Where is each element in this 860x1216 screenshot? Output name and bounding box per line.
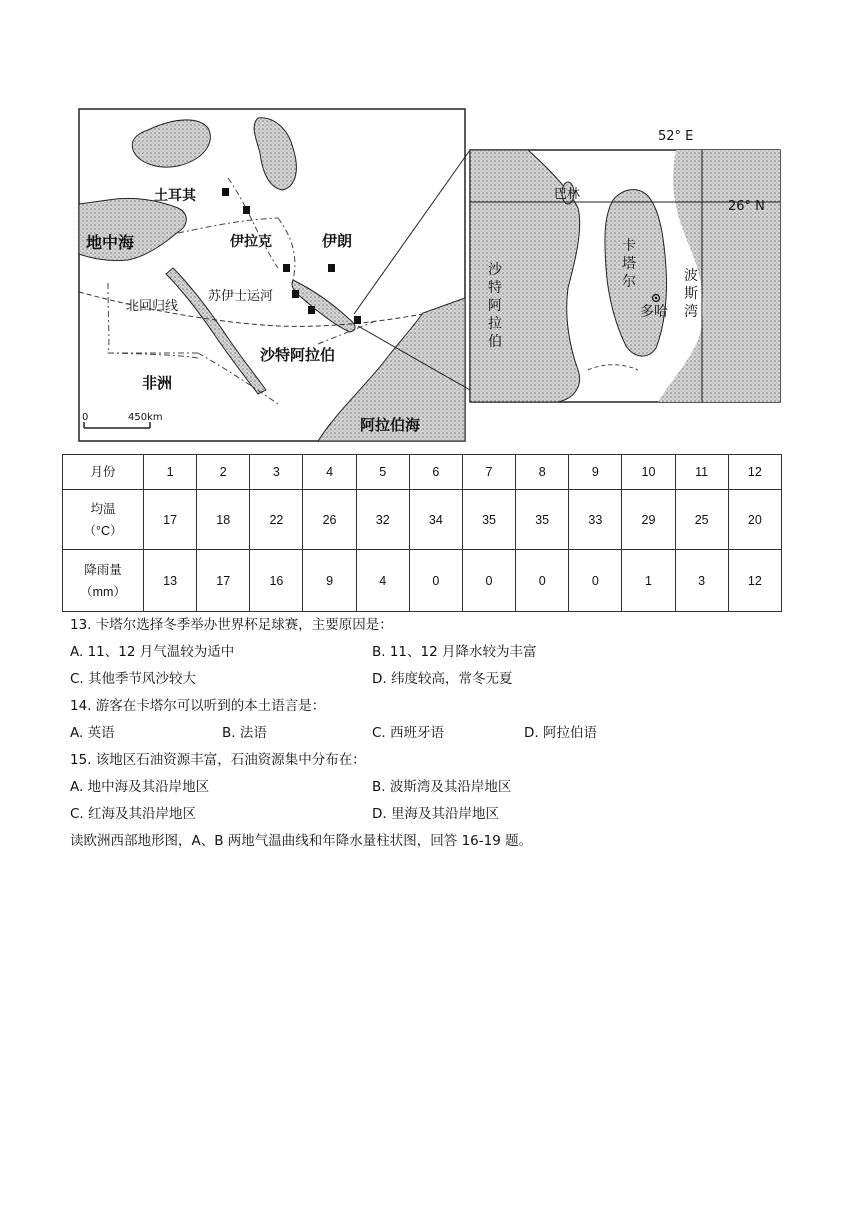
q14-option-b: B. 法语	[222, 725, 267, 741]
label-iraq: 伊拉克	[230, 234, 272, 250]
q15-option-d: D. 里海及其沿岸地区	[372, 806, 499, 822]
q13-option-a: A. 11、12 月气温较为适中	[70, 644, 235, 660]
temp-header-line1: 均温	[90, 501, 116, 516]
label-qatar-3: 尔	[622, 274, 636, 290]
rain-cell: 0	[409, 550, 462, 612]
rain-cell: 0	[516, 550, 569, 612]
label-suez-canal: 苏伊士运河	[208, 289, 274, 304]
rain-cell: 3	[675, 550, 728, 612]
rain-cell: 13	[144, 550, 197, 612]
temp-cell: 32	[356, 490, 409, 550]
rain-cell: 1	[622, 550, 675, 612]
q14-option-d: D. 阿拉伯语	[524, 725, 597, 741]
climate-table	[62, 454, 782, 612]
q14-option-a: A. 英语	[70, 725, 115, 741]
month-cell: 10	[622, 455, 675, 490]
label-saudi-arabia: 沙特阿拉伯	[260, 346, 336, 364]
label-inset-saudi-5: 伯	[488, 334, 502, 350]
month-cell: 8	[516, 455, 569, 490]
q15-options-row2	[70, 801, 790, 828]
q14-options-row	[70, 720, 790, 747]
temp-cell: 35	[462, 490, 515, 550]
rain-cell: 12	[728, 550, 781, 612]
month-cell: 9	[569, 455, 622, 490]
qatar-inset-map	[470, 129, 780, 402]
label-mediterranean: 地中海	[86, 233, 135, 252]
temp-cell: 33	[569, 490, 622, 550]
q13-options-row2	[70, 666, 790, 693]
label-bahrain: 巴林	[554, 187, 581, 202]
month-cell: 11	[675, 455, 728, 490]
q13-options-row1	[70, 639, 790, 666]
month-cell: 6	[409, 455, 462, 490]
label-tropic-of-cancer: 北回归线	[126, 299, 179, 314]
q15-options-row1	[70, 774, 790, 801]
q15-option-c: C. 红海及其沿岸地区	[70, 806, 197, 822]
label-turkey: 土耳其	[154, 188, 196, 204]
rain-header-line2: （mm）	[80, 584, 126, 599]
month-cell: 4	[303, 455, 356, 490]
rain-header-cell	[63, 550, 144, 612]
label-persian-gulf-2: 斯	[684, 286, 698, 302]
temp-cell: 20	[728, 490, 781, 550]
label-arabian-sea: 阿拉伯海	[360, 416, 421, 434]
table-row-rainfall	[63, 550, 782, 612]
temp-cell: 29	[622, 490, 675, 550]
label-inset-saudi-2: 特	[488, 280, 502, 296]
temp-cell: 34	[409, 490, 462, 550]
q13-stem: 13. 卡塔尔选择冬季举办世界杯足球赛，主要原因是：	[70, 617, 393, 633]
rain-header-line1: 降雨量	[84, 562, 122, 577]
temp-cell: 25	[675, 490, 728, 550]
q13-option-b: B. 11、12 月降水较为丰富	[372, 644, 537, 660]
middle-east-map-figure	[78, 108, 786, 444]
map-svg	[78, 108, 786, 444]
temp-cell: 22	[250, 490, 303, 550]
q13-option-c: C. 其他季节风沙较大	[70, 671, 197, 687]
temp-cell: 18	[197, 490, 250, 550]
rain-cell: 0	[462, 550, 515, 612]
month-cell: 2	[197, 455, 250, 490]
label-iran: 伊朗	[322, 232, 353, 250]
scale-distance-label: 450km	[128, 412, 163, 423]
q15-stem: 15. 该地区石油资源丰富，石油资源集中分布在：	[70, 752, 366, 768]
month-cell: 5	[356, 455, 409, 490]
label-persian-gulf-1: 波	[684, 268, 698, 284]
label-doha: 多哈	[640, 304, 668, 320]
rain-cell: 4	[356, 550, 409, 612]
q14-stem: 14. 游客在卡塔尔可以听到的本土语言是：	[70, 698, 326, 714]
rain-cell: 17	[197, 550, 250, 612]
label-qatar-2: 塔	[622, 256, 636, 272]
label-africa: 非洲	[142, 374, 173, 392]
main-map	[79, 109, 465, 441]
label-qatar-1: 卡	[622, 238, 636, 254]
reading-intro: 读欧洲西部地形图，A、B 两地气温曲线和年降水量柱状图，回答 16-19 题。	[70, 833, 533, 849]
temp-header-line2: （°C）	[83, 523, 123, 538]
month-cell: 12	[728, 455, 781, 490]
q13-option-d: D. 纬度较高，常冬无夏	[372, 671, 513, 687]
label-persian-gulf-3: 湾	[684, 304, 698, 320]
temp-cell: 35	[516, 490, 569, 550]
month-cell: 1	[144, 455, 197, 490]
temp-cell: 17	[144, 490, 197, 550]
label-longitude: 52° E	[658, 129, 694, 144]
q15-option-a: A. 地中海及其沿岸地区	[70, 779, 210, 795]
scale-zero-label: 0	[82, 412, 89, 423]
label-inset-saudi-1: 沙	[488, 262, 502, 278]
month-cell: 3	[250, 455, 303, 490]
doha-marker-dot	[655, 297, 657, 299]
month-cell: 7	[462, 455, 515, 490]
label-latitude: 26° N	[728, 199, 765, 214]
rain-cell: 9	[303, 550, 356, 612]
label-inset-saudi-3: 阿	[488, 298, 502, 314]
temp-cell: 26	[303, 490, 356, 550]
temp-header-cell	[63, 490, 144, 550]
month-header-cell: 月份	[63, 455, 144, 490]
questions-section	[70, 612, 790, 855]
table-row-months	[63, 455, 782, 490]
q15-option-b: B. 波斯湾及其沿岸地区	[372, 779, 512, 795]
rain-cell: 16	[250, 550, 303, 612]
q14-option-c: C. 西班牙语	[372, 725, 445, 741]
label-inset-saudi-4: 拉	[488, 316, 502, 332]
table-row-temperature	[63, 490, 782, 550]
rain-cell: 0	[569, 550, 622, 612]
